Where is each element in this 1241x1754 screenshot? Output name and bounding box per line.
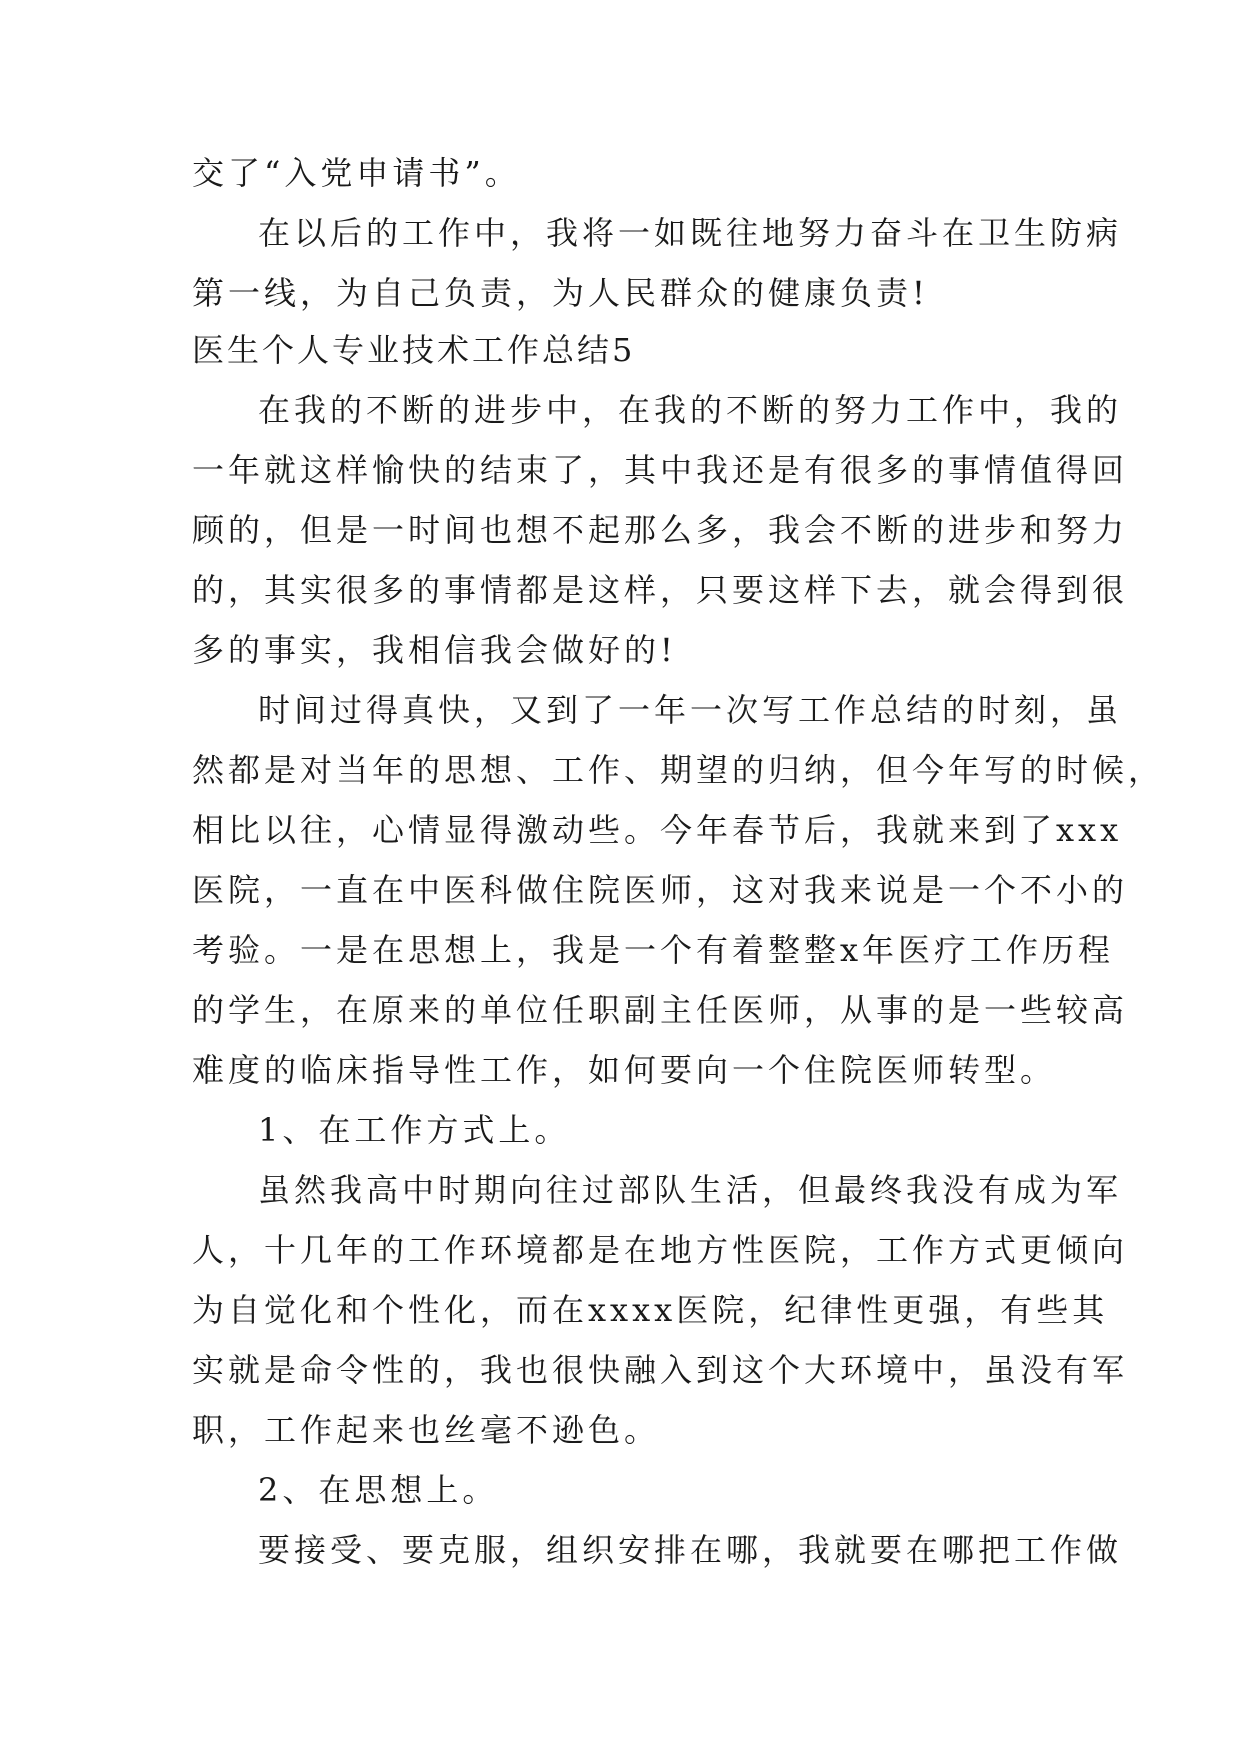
paragraph-first-line: 在我的不断的进步中，在我的不断的努力工作中，我的 (258, 391, 1123, 429)
text-line: 相比以往，心情显得激动些。今年春节后，我就来到了xxx (192, 811, 1123, 849)
paragraph-first-line: 要接受、要克服，组织安排在哪，我就要在哪把工作做 (258, 1531, 1123, 1569)
text-line: 的学生，在原来的单位任职副主任医师，从事的是一些较高 (192, 991, 1129, 1029)
text-line: 难度的临床指导性工作，如何要向一个住院医师转型。 (192, 1051, 1057, 1089)
text-line: 职，工作起来也丝毫不逊色。 (192, 1411, 661, 1449)
text-line: 交了“入党申请书”。 (192, 154, 521, 192)
text-line: 第一线，为自己负责，为人民群众的健康负责! (192, 274, 929, 312)
paragraph-first-line: 在以后的工作中，我将一如既往地努力奋斗在卫生防病 (258, 214, 1123, 252)
text-line: 然都是对当年的思想、工作、期望的归纳，但今年写的时候， (192, 751, 1165, 789)
text-line: 顾的，但是一时间也想不起那么多，我会不断的进步和努力 (192, 511, 1129, 549)
text-line: 为自觉化和个性化，而在xxxx医院，纪律性更强，有些其 (192, 1291, 1109, 1329)
text-line: 考验。一是在思想上，我是一个有着整整x年医疗工作历程 (192, 931, 1115, 969)
text-line: 多的事实，我相信我会做好的! (192, 631, 677, 669)
numbered-item-heading: 1、在工作方式上。 (258, 1111, 571, 1149)
text-line: 一年就这样愉快的结束了，其中我还是有很多的事情值得回 (192, 451, 1129, 489)
paragraph-first-line: 虽然我高中时期向往过部队生活，但最终我没有成为军 (258, 1171, 1123, 1209)
text-line: 人，十几年的工作环境都是在地方性医院，工作方式更倾向 (192, 1231, 1129, 1269)
section-heading: 医生个人专业技术工作总结5 (192, 331, 636, 369)
text-line: 的，其实很多的事情都是这样，只要这样下去，就会得到很 (192, 571, 1129, 609)
numbered-item-heading: 2、在思想上。 (258, 1471, 499, 1509)
text-line: 实就是命令性的，我也很快融入到这个大环境中，虽没有军 (192, 1351, 1129, 1389)
paragraph-first-line: 时间过得真快，又到了一年一次写工作总结的时刻，虽 (258, 691, 1123, 729)
text-line: 医院，一直在中医科做住院医师，这对我来说是一个不小的 (192, 871, 1129, 909)
